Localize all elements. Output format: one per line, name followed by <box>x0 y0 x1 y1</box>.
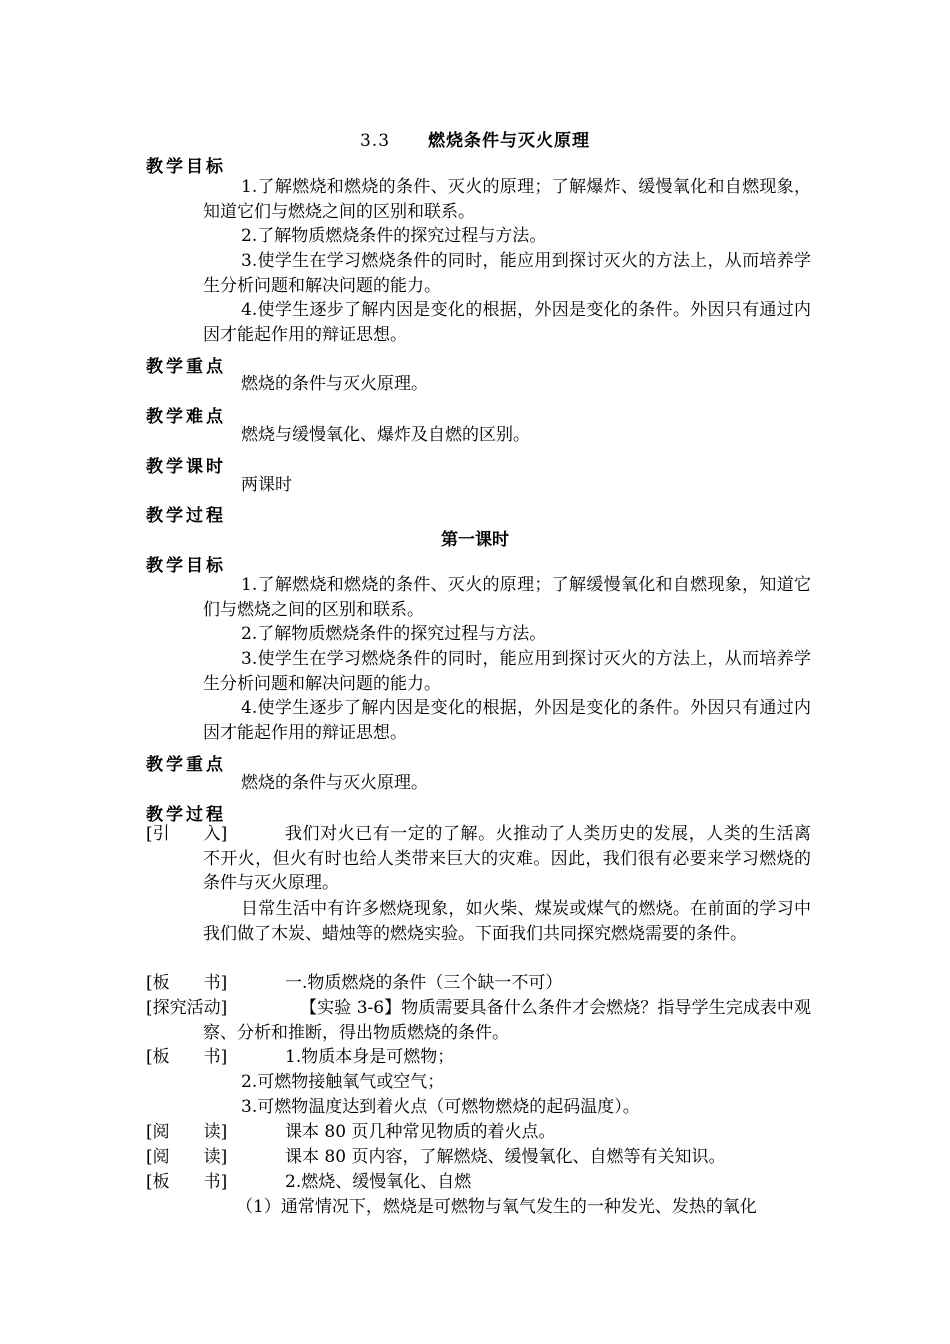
board-subitem: （1）通常情况下，燃烧是可燃物与氧气发生的一种发光、发热的氧化 <box>236 1197 757 1217</box>
document-title <box>0 126 950 151</box>
teaching-process-heading: 教学过程 <box>146 506 226 526</box>
teaching-focus-text: 燃烧的条件与灭火原理。 <box>241 374 428 394</box>
read-tag: [阅 读] <box>146 1122 228 1142</box>
read-text: 课本 80 页内容，了解燃烧、缓慢氧化、自燃等有关知识。 <box>285 1147 726 1167</box>
board-item: 1.物质本身是可燃物； <box>285 1047 455 1067</box>
board-tag: [板 书] <box>146 1172 228 1192</box>
teaching-difficulty-heading: 教学难点 <box>146 407 226 427</box>
goal-item: 1.了解燃烧和燃烧的条件、灭火的原理；了解缓慢氧化和自燃现象，知道它们与燃烧之间的区别和联系。 <box>203 575 811 620</box>
goal-item: 1.了解燃烧和燃烧的条件、灭火的原理；了解爆炸、缓慢氧化和自燃现象，知道它们与燃烧之间的区别和联系。 <box>203 177 811 222</box>
intro-tag: [引 入] <box>146 824 228 844</box>
board-item: 2.可燃物接触氧气或空气； <box>241 1072 445 1092</box>
read-tag: [阅 读] <box>146 1147 228 1167</box>
class-hours-text: 两课时 <box>241 475 292 495</box>
board-text: 2.燃烧、缓慢氧化、自燃 <box>285 1172 472 1192</box>
read-text: 课本 80 页几种常见物质的着火点。 <box>285 1122 556 1142</box>
teaching-process-heading-2: 教学过程 <box>146 805 226 825</box>
teaching-focus-text-2: 燃烧的条件与灭火原理。 <box>241 773 428 793</box>
goal-item: 2.了解物质燃烧条件的探究过程与方法。 <box>241 226 547 246</box>
goal-item: 3.使学生在学习燃烧条件的同时，能应用到探讨灭火的方法上，从而培养学生分析问题和解决问题的能力。 <box>203 649 811 694</box>
intro-text: 我们对火已有一定的了解。火推动了人类历史的发展，人类的生活离不开火，但火有时也给人类带来巨大的灾难。因此，我们很有必要来学习燃烧的条件与灭火原理。 <box>203 824 811 894</box>
class-hours-heading: 教学课时 <box>146 457 226 477</box>
teaching-goals-heading-2: 教学目标 <box>146 556 226 576</box>
goal-item: 4.使学生逐步了解内因是变化的根据，外因是变化的条件。外因只有通过内因才能起作用的辩证思想。 <box>203 698 811 743</box>
board-text: 一.物质燃烧的条件（三个缺一不可） <box>285 973 563 993</box>
teaching-focus-heading: 教学重点 <box>146 357 226 377</box>
goal-item: 4.使学生逐步了解内因是变化的根据，外因是变化的条件。外因只有通过内因才能起作用的辩证思想。 <box>203 300 811 345</box>
explore-tag: [探究活动] <box>146 998 228 1018</box>
board-item: 3.可燃物温度达到着火点（可燃物燃烧的起码温度）。 <box>241 1097 640 1117</box>
teaching-focus-heading-2: 教学重点 <box>146 755 226 775</box>
title-text: 燃烧条件与灭火原理 <box>428 131 591 151</box>
teaching-goals-heading: 教学目标 <box>146 157 226 177</box>
goal-item: 3.使学生在学习燃烧条件的同时，能应用到探讨灭火的方法上，从而培养学生分析问题和解决问题的能力。 <box>203 251 811 296</box>
intro-paragraph-2: 日常生活中有许多燃烧现象，如火柴、煤炭或煤气的燃烧。在前面的学习中我们做了木炭、蜡烛等的燃烧实验。下面我们共同探究燃烧需要的条件。 <box>203 899 811 944</box>
board-tag: [板 书] <box>146 973 228 993</box>
teaching-difficulty-text: 燃烧与缓慢氧化、爆炸及自燃的区别。 <box>241 425 530 445</box>
goal-item: 2.了解物质燃烧条件的探究过程与方法。 <box>241 624 547 644</box>
lesson-title: 第一课时 <box>441 530 509 550</box>
board-tag: [板 书] <box>146 1047 228 1067</box>
explore-text: 【实验 3-6】物质需要具备什么条件才会燃烧？指导学生完成表中观察、分析和推断，得出物质燃烧的条件。 <box>203 998 811 1043</box>
section-number: 3.3 <box>359 131 391 151</box>
